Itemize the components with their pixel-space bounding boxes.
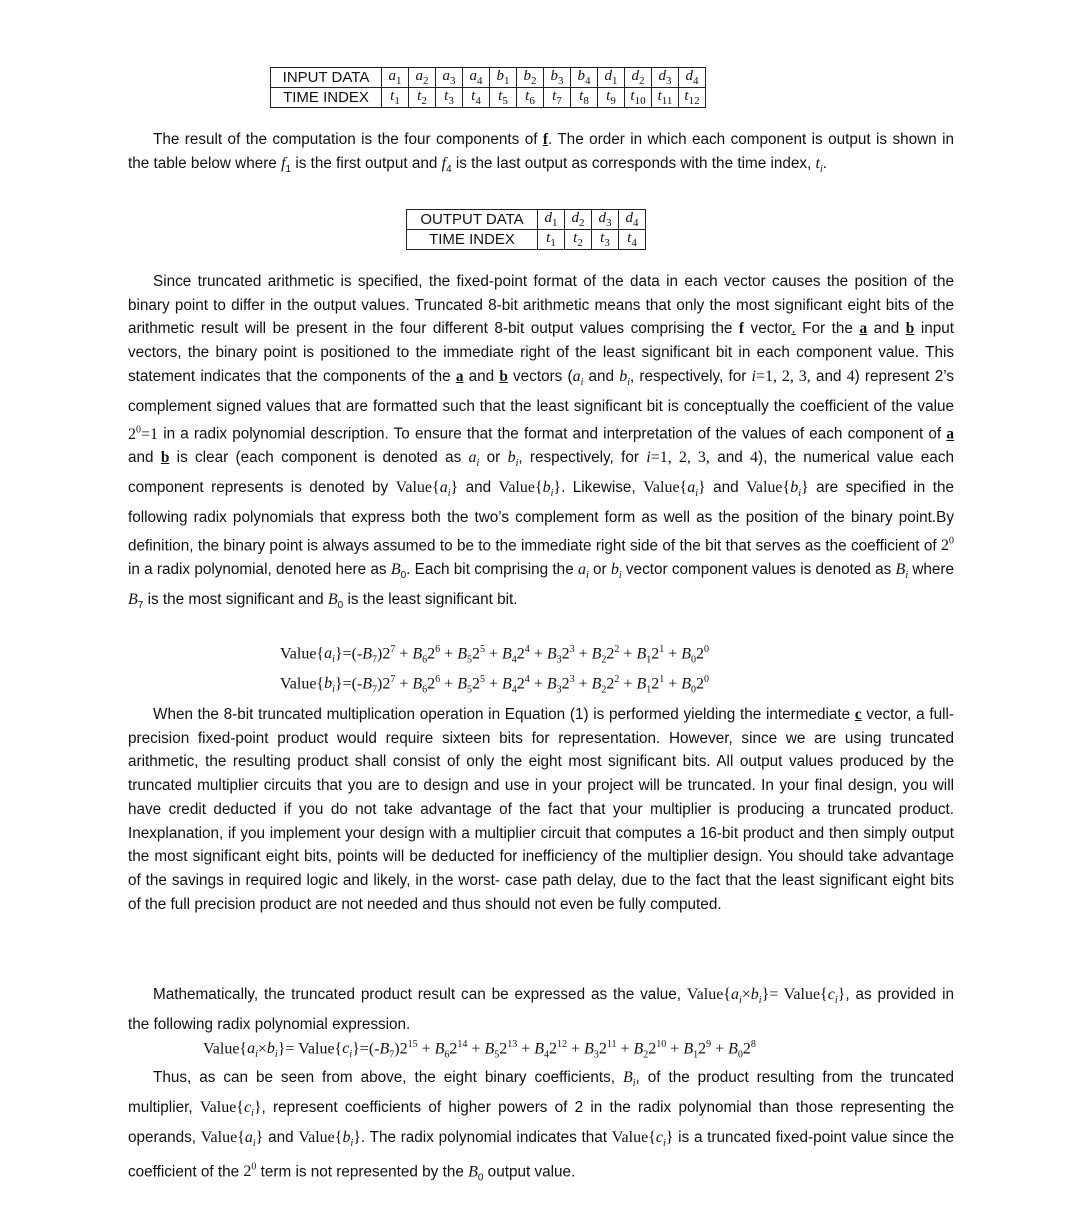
table-cell: $d_1$: [598, 68, 625, 88]
table-cell: $t_{11}$: [652, 88, 679, 108]
table-cell: $d_1$: [538, 210, 565, 230]
output-data-table: [406, 209, 646, 250]
table-row: [407, 230, 646, 250]
table-cell: $d_3$: [592, 210, 619, 230]
table-cell: $b_2$: [517, 68, 544, 88]
input-data-table: [270, 67, 706, 108]
table-cell: $t_6$: [517, 88, 544, 108]
equation-value-a: $Value\{a_i\}=(-B_7)2^7 + B_62^6 + B_52^5 + B_42^4 + B_32^3 + B_22^2 + B_12^1 + B_02^0$: [280, 644, 710, 666]
table-row: [407, 210, 646, 230]
table-cell: $d_2$: [565, 210, 592, 230]
table-cell: $a_3$: [436, 68, 463, 88]
table-cell: $a_4$: [463, 68, 490, 88]
table-cell: $t_3$: [592, 230, 619, 250]
table-cell: $t_4$: [463, 88, 490, 108]
table-cell: $t_9$: [598, 88, 625, 108]
table-cell: $t_1$: [538, 230, 565, 250]
paragraph-3: When the 8-bit truncated multiplication operation in Equation (1) is performed yielding the intermediate c vector, a full-precision fixed-point product would require sixteen bits for representation. However, since we are using truncated arithmetic, the resulting product shall consist of only the eight most significant bits. All output values produced by the truncated multiplier circuits that you are to design and use in your project will be truncated. In your final design, you will have credit deducted if you do not take advantage of the fact that your multiplier is producing a truncated product. Inexplanation, if you implement your design with a multiplier circuit that computes a 16-bit product and then simply output the most significant eight bits, points will be deducted for inefficiency of the multiplier design. You should take advantage of the savings in required logic and likely, in the worst- case path delay, due to the fact that the least significant eight bits of the full precision product are not needed and thus should not even be fully computed.: [128, 706, 954, 913]
paragraph-5: Thus, as can be seen from above, the eight binary coefficients, $B_i$, of the product resulting from the truncated multiplier, $Value\{c_i\}$, represent coefficients of higher powers of 2 in the radix polynomial than those representing the operands, $Value\{a_i\}$ and $Value\{b_i\}$. The radix polynomial indicates that $Value\{c_i\}$ is a truncated fixed-point value since the coefficient of the $2^0$ term is not represented by the $B_0$ output value.: [128, 1069, 955, 1184]
paragraph-4: Mathematically, the truncated product result can be expressed as the value, $Value\{a_i\times b_i\}=$ $Value\{c_i\}$, as provided in the following radix polynomial expression.: [128, 986, 954, 1033]
table-cell: $t_2$: [565, 230, 592, 250]
table-cell: $a_2$: [409, 68, 436, 88]
table-row: [271, 88, 706, 108]
table-cell: $b_4$: [571, 68, 598, 88]
table-cell: $t_7$: [544, 88, 571, 108]
table-cell: $t_8$: [571, 88, 598, 108]
table-cell: $t_{10}$: [625, 88, 652, 108]
table-cell: $t_1$: [382, 88, 409, 108]
table-cell: $d_4$: [679, 68, 706, 88]
table-cell: $b_1$: [490, 68, 517, 88]
table-cell: $d_3$: [652, 68, 679, 88]
table-cell: $t_4$: [619, 230, 646, 250]
table-cell: $t_3$: [436, 88, 463, 108]
table-cell: $d_2$: [625, 68, 652, 88]
equation-value-b: $Value\{b_i\}=(-B_7)2^7 + B_62^6 + B_52^5 + B_42^4 + B_32^3 + B_22^2 + B_12^1 + B_02^0$: [280, 674, 710, 696]
table-cell: $t_5$: [490, 88, 517, 108]
table-row: [271, 68, 706, 88]
row-label: OUTPUT DATA: [407, 210, 538, 230]
table-cell: $a_1$: [382, 68, 409, 88]
row-label: INPUT DATA: [271, 68, 382, 88]
equation-truncated-product: $Value\{a_i\times b_i\}=$ $Value\{c_i\}=(-B_7)2^{15} + B_62^{14} + B_52^{13} + B_42^{12} + B_32^{11} + B_22^{10} + B_12^9 + B_02^8$: [203, 1039, 756, 1061]
paragraph-1: The result of the computation is the four components of f. The order in which each component is output is shown in the table below where $f_1$ is the first output and $f_4$ is the last output as corresponds with the time index, $t_i$.: [128, 131, 954, 175]
row-label: TIME INDEX: [407, 230, 538, 250]
paragraph-2: Since truncated arithmetic is specified, the fixed-point format of the data in each vector causes the position of the binary point to differ in the output values. Truncated 8-bit arithmetic means that only the most significant eight bits of the arithmetic result will be present in the four different 8-bit output values comprising the f vector. For the a and b input vectors, the binary point is positioned to the immediate right of the least significant bit in each component value. This statement indicates that the components of the a and b vectors ($a_i$ and $b_i$, respectively, for i=1, 2, 3, and 4) represent 2’s complement signed values that are formatted such that the least significant bit is conceptually the coefficient of the value $2^0=1$ in a radix polynomial description. To ensure that the format and interpretation of the values of each component of a and b is clear (each component is denoted as $a_i$ or $b_i$, respectively, for i=1, 2, 3, and 4), the numerical value each component represents is denoted by $Value\{a_i\}$ and $Value\{b_i\}$. Likewise, $Value\{a_i\}$ and $Value\{b_i\}$ are specified in the following radix polynomials that express both the two’s complement form as well as the position of the binary point.By definition, the binary point is always assumed to be to the immediate right side of the bit that serves as the coefficient of $2^0$ in a radix polynomial, denoted here as $B_0$. Each bit comprising the $a_i$ or $b_i$ vector component values is denoted as $B_i$ where $B_7$ is the most significant and $B_0$ is the least significant bit.: [128, 273, 955, 611]
row-label: TIME INDEX: [271, 88, 382, 108]
table-cell: $d_4$: [619, 210, 646, 230]
table-cell: $b_3$: [544, 68, 571, 88]
table-cell: $t_2$: [409, 88, 436, 108]
table-cell: $t_{12}$: [679, 88, 706, 108]
